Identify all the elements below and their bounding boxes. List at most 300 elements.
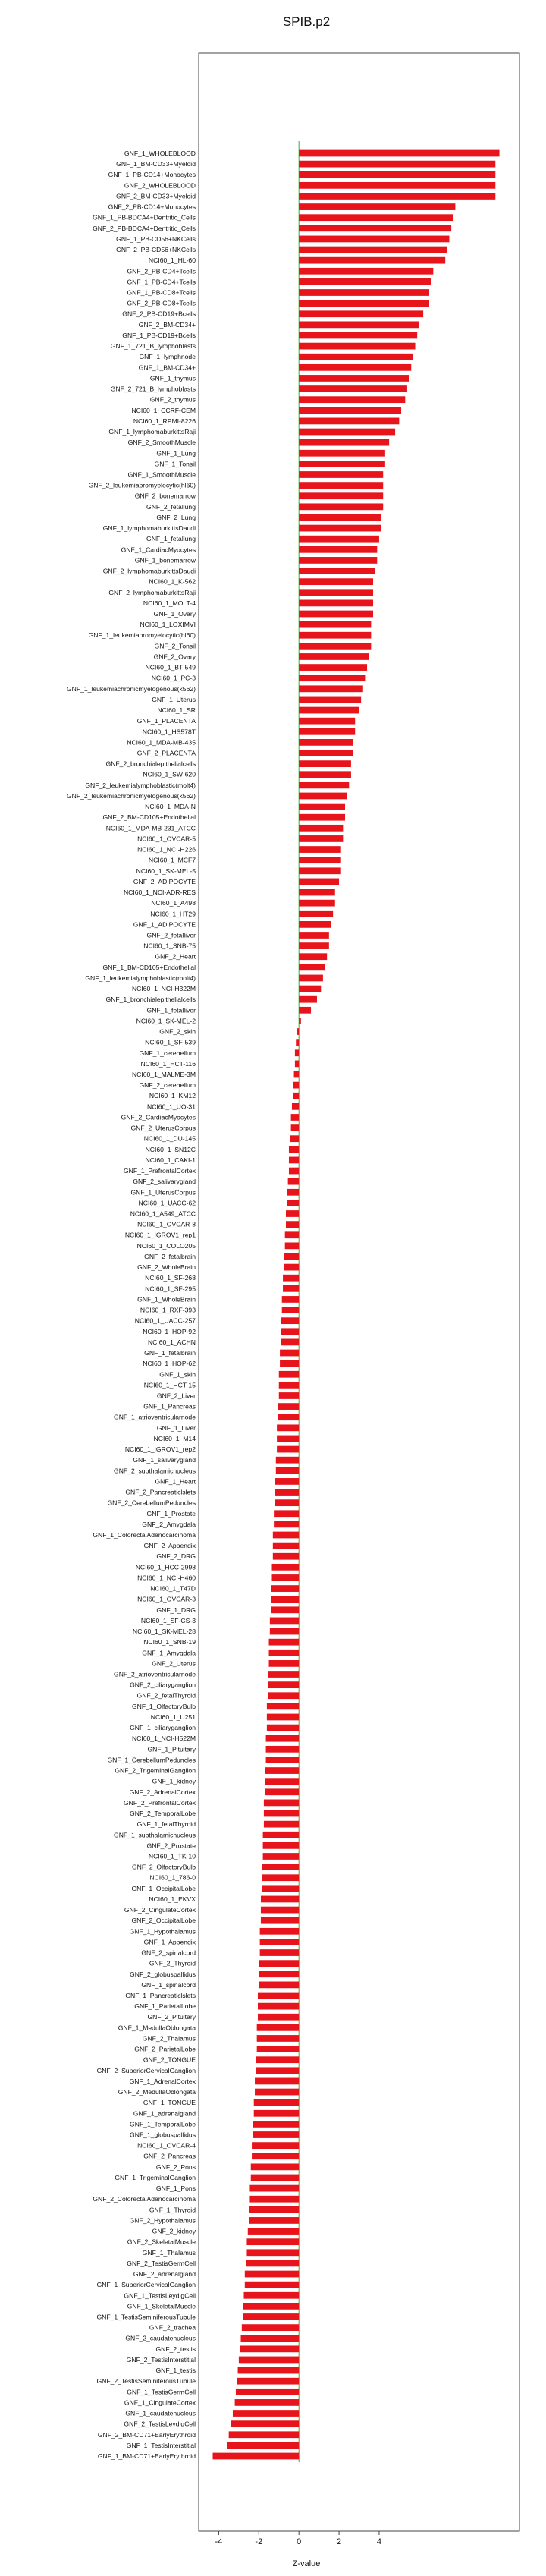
bar-89: [292, 1103, 299, 1110]
category-label-80: GNF_1_fetalliver: [146, 1006, 196, 1014]
bar-136: [271, 1606, 299, 1613]
bar-103: [284, 1253, 299, 1260]
category-label-205: GNF_2_testis: [155, 2345, 196, 2353]
bar-8: [299, 236, 449, 243]
bar-51: [299, 697, 361, 703]
bar-190: [249, 2185, 299, 2192]
chart-title: SPIB.p2: [282, 14, 331, 29]
bar-73: [299, 932, 329, 939]
category-label-117: GNF_1_Pancreas: [143, 1402, 196, 1411]
category-label-198: GNF_2_adrenalgland: [133, 2270, 196, 2279]
category-label-142: GNF_2_atrioventricularnode: [114, 1670, 196, 1678]
x-tick-label-2: 0: [297, 2537, 302, 2546]
category-label-146: NCI60_1_U251: [150, 1713, 196, 1721]
bar-22: [299, 385, 407, 392]
bar-132: [271, 1564, 299, 1571]
bar-209: [236, 2389, 299, 2395]
category-label-160: GNF_2_OlfactoryBulb: [131, 1863, 196, 1871]
bar-33: [299, 503, 383, 510]
category-label-168: GNF_2_spinalcord: [141, 1949, 196, 1957]
bar-23: [299, 396, 405, 403]
bar-212: [231, 2420, 299, 2427]
category-label-210: GNF_1_CingulateCortex: [124, 2398, 196, 2407]
category-label-79: GNF_1_bronchialepithelialcells: [105, 995, 196, 1004]
bar-184: [253, 2121, 299, 2128]
category-label-140: GNF_1_Amygdala: [142, 1649, 196, 1657]
category-label-125: GNF_2_Pancreaticlslets: [125, 1488, 196, 1496]
bar-27: [299, 439, 389, 446]
bar-113: [280, 1360, 299, 1367]
category-label-104: GNF_2_WholeBrain: [137, 1263, 196, 1272]
category-label-203: GNF_2_trachea: [149, 2323, 196, 2332]
category-label-11: GNF_2_PB-CD4+Tcells: [127, 267, 196, 275]
category-label-181: GNF_2_MedullaOblongata: [118, 2088, 196, 2096]
category-label-164: GNF_2_CingulateCortex: [124, 1906, 196, 1914]
category-label-187: GNF_2_Pancreas: [143, 2152, 196, 2160]
category-label-208: GNF_2_TestisSeminiferousTubule: [96, 2377, 196, 2386]
bar-142: [268, 1671, 299, 1678]
bar-76: [299, 964, 325, 970]
bar-180: [255, 2078, 299, 2085]
bar-115: [279, 1382, 299, 1389]
bar-3: [299, 182, 495, 189]
category-label-199: GNF_1_SuperiorCervicalGanglion: [96, 2281, 196, 2289]
bar-215: [213, 2453, 300, 2460]
bar-195: [246, 2238, 299, 2245]
bar-72: [299, 921, 331, 928]
bar-17: [299, 332, 417, 339]
category-label-34: GNF_2_Lung: [156, 513, 196, 521]
category-label-100: NCI60_1_OVCAR-8: [137, 1220, 196, 1228]
bar-92: [290, 1135, 299, 1142]
bar-1: [299, 161, 495, 168]
category-label-1: GNF_1_BM-CD33+Myeloid: [116, 160, 196, 168]
category-label-96: GNF_2_salivarygland: [133, 1178, 196, 1186]
bar-88: [293, 1093, 299, 1099]
bar-98: [287, 1200, 299, 1206]
bar-118: [278, 1414, 299, 1420]
bar-188: [251, 2163, 299, 2170]
bar-65: [299, 846, 341, 853]
bar-165: [261, 1917, 299, 1924]
bar-52: [299, 707, 359, 714]
category-label-58: NCI60_1_SW-620: [143, 770, 196, 778]
category-label-10: NCI60_1_HL-60: [148, 256, 196, 265]
category-label-121: NCI60_1_IGROV1_rep2: [124, 1445, 196, 1454]
category-label-64: NCI60_1_OVCAR-5: [137, 835, 196, 843]
bar-7: [299, 225, 451, 231]
bar-77: [299, 975, 323, 982]
bar-176: [257, 2035, 300, 2042]
bar-90: [291, 1114, 300, 1121]
category-label-94: NCI60_1_CAKI-1: [145, 1156, 196, 1164]
category-label-132: NCI60_1_HCC-2998: [135, 1563, 196, 1571]
bar-99: [286, 1210, 299, 1217]
bar-185: [253, 2131, 299, 2138]
category-label-30: GNF_1_SmoothMuscle: [127, 470, 196, 479]
bar-148: [266, 1735, 300, 1742]
category-label-215: GNF_1_BM-CD71+EarlyErythroid: [97, 2452, 196, 2460]
bar-211: [233, 2410, 299, 2417]
category-label-47: GNF_2_Ovary: [153, 653, 196, 661]
category-label-72: GNF_1_ADIPOCYTE: [133, 920, 196, 929]
bar-81: [299, 1018, 301, 1024]
bar-207: [238, 2367, 300, 2374]
bar-143: [268, 1681, 299, 1688]
category-label-86: NCI60_1_MALME-3M: [131, 1071, 196, 1078]
bar-145: [267, 1703, 299, 1709]
x-tick-label-3: 2: [337, 2537, 342, 2546]
category-label-28: GNF_1_Lung: [156, 449, 196, 458]
bar-28: [299, 450, 385, 457]
bar-192: [249, 2206, 299, 2213]
category-label-73: GNF_2_fetalliver: [146, 931, 196, 939]
category-label-37: GNF_1_CardiacMyocytes: [121, 546, 196, 554]
category-label-111: NCI60_1_ACHN: [147, 1338, 196, 1346]
bar-177: [257, 2046, 300, 2052]
category-label-84: GNF_1_cerebellum: [139, 1049, 196, 1057]
bar-149: [266, 1746, 300, 1753]
category-label-137: NCI60_1_SF-CS-3: [140, 1616, 196, 1625]
category-label-193: GNF_2_Hypothalamus: [129, 2216, 196, 2225]
bar-134: [271, 1585, 299, 1592]
category-label-189: GNF_1_TrigeminalGanglion: [115, 2173, 196, 2181]
bar-204: [241, 2335, 300, 2342]
bar-41: [299, 589, 373, 596]
category-label-188: GNF_2_Pons: [155, 2162, 196, 2171]
bar-122: [276, 1457, 299, 1464]
bar-178: [256, 2056, 299, 2063]
bar-31: [299, 482, 383, 489]
bar-202: [243, 2313, 299, 2320]
category-label-207: GNF_1_testis: [155, 2367, 196, 2375]
category-label-179: GNF_2_SuperiorCervicalGanglion: [96, 2066, 196, 2074]
category-label-212: GNF_2_TestisLeydigCell: [124, 2420, 196, 2428]
category-label-31: GNF_2_leukemiapromyelocytic(hl60): [88, 481, 196, 489]
category-label-4: GNF_2_BM-CD33+Myeloid: [116, 192, 196, 200]
category-label-9: GNF_2_PB-CD56+NKCells: [116, 246, 196, 254]
bar-138: [270, 1628, 299, 1635]
category-label-206: GNF_2_TestisInterstitial: [126, 2355, 196, 2364]
category-label-134: NCI60_1_T47D: [150, 1584, 196, 1593]
bar-93: [289, 1146, 299, 1153]
category-label-16: GNF_2_BM-CD34+: [138, 320, 196, 329]
category-label-153: GNF_2_AdrenalCortex: [129, 1788, 196, 1796]
category-label-151: GNF_2_TrigeminalGanglion: [115, 1766, 196, 1775]
category-label-21: GNF_1_thymus: [149, 374, 196, 382]
bar-15: [299, 310, 423, 317]
category-label-48: NCI60_1_BT-549: [145, 663, 196, 672]
category-label-150: GNF_1_CerebellumPeduncles: [107, 1756, 196, 1764]
category-label-62: GNF_2_BM-CD105+Endothelial: [102, 813, 196, 822]
bar-40: [299, 578, 373, 585]
category-label-101: NCI60_1_IGROV1_rep1: [124, 1231, 196, 1239]
category-label-138: NCI60_1_SK-MEL-28: [132, 1628, 196, 1636]
bar-35: [299, 525, 381, 532]
category-label-19: GNF_1_lymphnode: [139, 353, 196, 361]
bar-42: [299, 600, 373, 607]
x-tick-label-4: 4: [376, 2537, 381, 2546]
bar-55: [299, 739, 353, 746]
bar-191: [249, 2196, 299, 2203]
bar-12: [299, 278, 431, 285]
category-label-118: GNF_1_atrioventricularnode: [114, 1413, 196, 1421]
category-label-41: GNF_2_lymphomaburkittsRaji: [108, 588, 196, 596]
bar-21: [299, 375, 409, 382]
category-label-35: GNF_1_lymphomaburkittsDaudi: [102, 524, 196, 533]
x-tick-label-1: -2: [255, 2537, 263, 2546]
bar-124: [275, 1478, 299, 1485]
category-label-163: NCI60_1_EKVX: [149, 1895, 196, 1903]
bar-147: [267, 1725, 299, 1731]
category-label-105: NCI60_1_SF-268: [145, 1274, 196, 1282]
bar-121: [277, 1446, 299, 1453]
bar-11: [299, 268, 433, 275]
category-label-98: NCI60_1_UACC-62: [138, 1199, 196, 1207]
category-label-39: GNF_2_lymphomaburkittsDaudi: [102, 567, 196, 575]
category-label-120: NCI60_1_M14: [153, 1434, 196, 1442]
bar-174: [258, 2014, 299, 2021]
bar-96: [288, 1178, 300, 1185]
category-label-71: NCI60_1_HT29: [150, 910, 196, 918]
bar-26: [299, 429, 395, 436]
category-label-2: GNF_1_PB-CD14+Monocytes: [108, 171, 196, 179]
bar-116: [279, 1392, 299, 1399]
bar-137: [270, 1618, 299, 1625]
category-label-155: GNF_2_TemporalLobe: [130, 1810, 196, 1818]
bar-200: [243, 2292, 299, 2299]
bar-213: [229, 2431, 300, 2438]
bar-43: [299, 611, 373, 618]
bar-214: [227, 2442, 299, 2449]
category-label-89: NCI60_1_UO-31: [146, 1102, 196, 1111]
bar-163: [261, 1896, 299, 1903]
bar-120: [277, 1436, 299, 1442]
category-label-43: GNF_1_Ovary: [153, 610, 196, 618]
bar-34: [299, 514, 381, 521]
category-label-87: GNF_2_cerebellum: [139, 1081, 196, 1090]
bar-156: [264, 1821, 299, 1828]
category-label-127: GNF_1_Prostate: [146, 1509, 196, 1518]
category-label-152: GNF_1_kidney: [152, 1777, 196, 1785]
category-label-66: NCI60_1_MCF7: [148, 856, 196, 864]
bar-201: [243, 2303, 299, 2310]
bar-171: [259, 1982, 299, 1989]
bar-131: [273, 1553, 299, 1560]
bar-166: [260, 1928, 300, 1935]
bar-100: [286, 1221, 299, 1228]
category-label-45: GNF_1_leukemiapromyelocytic(hl60): [88, 631, 196, 640]
bar-169: [259, 1960, 299, 1967]
category-label-3: GNF_2_WHOLEBLOOD: [124, 181, 196, 190]
category-label-185: GNF_1_globuspallidus: [130, 2131, 196, 2139]
category-label-68: GNF_2_ADIPOCYTE: [133, 877, 196, 885]
bar-75: [299, 953, 327, 960]
bar-46: [299, 643, 371, 650]
category-label-74: NCI60_1_SNB-75: [143, 942, 196, 950]
category-label-190: GNF_1_Pons: [155, 2184, 196, 2193]
bar-167: [260, 1939, 300, 1945]
bar-74: [299, 942, 329, 949]
category-label-106: NCI60_1_SF-295: [145, 1285, 196, 1293]
bar-197: [246, 2260, 299, 2267]
category-label-131: GNF_2_DRG: [156, 1552, 196, 1561]
category-label-180: GNF_1_AdrenalCortex: [129, 2077, 196, 2085]
bar-159: [263, 1853, 300, 1860]
bar-168: [260, 1949, 300, 1956]
bar-199: [245, 2282, 299, 2288]
category-label-147: GNF_1_ciliaryganglion: [130, 1724, 196, 1732]
bar-71: [299, 911, 333, 917]
bar-107: [282, 1296, 299, 1303]
bar-91: [291, 1124, 300, 1131]
category-label-182: GNF_1_TONGUE: [143, 2099, 196, 2107]
bar-37: [299, 546, 377, 553]
category-label-175: GNF_1_MedullaOblongata: [118, 2024, 196, 2032]
category-label-76: GNF_1_BM-CD105+Endothelial: [102, 963, 196, 971]
bar-10: [299, 257, 445, 264]
category-label-99: NCI60_1_A549_ATCC: [130, 1209, 196, 1218]
x-axis-title: Z-value: [292, 2559, 321, 2568]
category-label-60: GNF_2_leukemiachronicmyelogenous(k562): [66, 791, 196, 800]
bar-16: [299, 321, 419, 328]
category-label-49: NCI60_1_PC-3: [151, 674, 196, 682]
x-tick-label-0: -4: [215, 2537, 223, 2546]
category-label-201: GNF_1_SkeletalMuscle: [127, 2302, 196, 2310]
bar-2: [299, 171, 495, 178]
bar-14: [299, 300, 429, 307]
bar-111: [281, 1339, 299, 1346]
bar-49: [299, 675, 365, 681]
bar-158: [263, 1842, 300, 1849]
bar-129: [273, 1532, 299, 1539]
category-label-44: NCI60_1_LOXIMVI: [140, 621, 196, 629]
bar-63: [299, 825, 343, 832]
plot-frame: [199, 53, 519, 2531]
bar-146: [267, 1714, 299, 1721]
category-label-70: NCI60_1_A498: [151, 899, 196, 907]
category-label-14: GNF_2_PB-CD8+Tcells: [127, 299, 196, 307]
bar-62: [299, 814, 345, 821]
category-label-90: GNF_2_CardiacMyocytes: [121, 1113, 196, 1121]
bar-59: [299, 782, 349, 788]
category-label-136: GNF_1_DRG: [156, 1606, 196, 1614]
bar-29: [299, 461, 385, 467]
category-label-172: GNF_1_Pancreaticlslets: [125, 1992, 196, 1999]
bar-205: [240, 2345, 299, 2352]
category-label-25: NCI60_1_RPMI-8226: [133, 417, 196, 425]
bar-39: [299, 568, 375, 574]
category-label-108: NCI60_1_RXF-393: [140, 1306, 196, 1314]
bar-141: [269, 1660, 300, 1667]
category-label-33: GNF_2_fetallung: [146, 502, 196, 511]
bar-172: [258, 1993, 299, 1999]
category-label-167: GNF_1_Appendix: [143, 1938, 196, 1946]
category-label-171: GNF_1_spinalcord: [141, 1980, 196, 1989]
category-label-165: GNF_2_OccipitalLobe: [131, 1917, 196, 1925]
bar-45: [299, 632, 371, 639]
category-label-156: GNF_1_fetalThyroid: [136, 1820, 196, 1829]
bar-83: [296, 1039, 299, 1046]
category-label-122: GNF_1_salivarygland: [133, 1456, 196, 1464]
bar-85: [295, 1061, 299, 1068]
category-label-92: NCI60_1_DU-145: [143, 1134, 196, 1143]
category-label-42: NCI60_1_MOLT-4: [143, 599, 196, 607]
category-label-112: GNF_1_fetalbrain: [144, 1349, 196, 1357]
bar-5: [299, 203, 455, 210]
bar-175: [257, 2024, 300, 2031]
bar-82: [297, 1028, 300, 1035]
bar-38: [299, 557, 377, 564]
category-label-110: NCI60_1_HOP-92: [143, 1327, 196, 1335]
category-label-177: GNF_2_ParietalLobe: [134, 2045, 196, 2053]
category-label-154: GNF_2_PrefrontalCortex: [123, 1798, 196, 1807]
category-label-81: NCI60_1_SK-MEL-2: [136, 1017, 196, 1025]
bar-157: [263, 1832, 300, 1838]
category-label-15: GNF_2_PB-CD19+Bcells: [122, 310, 196, 318]
bar-56: [299, 750, 353, 756]
bar-206: [239, 2357, 299, 2364]
category-label-113: NCI60_1_HOP-62: [143, 1360, 196, 1368]
bar-105: [283, 1275, 299, 1282]
bar-208: [237, 2378, 299, 2385]
bar-139: [269, 1639, 300, 1646]
category-label-56: GNF_2_PLACENTA: [136, 749, 196, 757]
category-label-141: GNF_2_Uterus: [152, 1659, 196, 1668]
category-label-54: NCI60_1_HS578T: [142, 728, 196, 736]
bar-48: [299, 664, 367, 671]
category-label-191: GNF_2_ColorectalAdenocarcinoma: [93, 2195, 196, 2203]
bar-108: [282, 1307, 299, 1313]
bar-78: [299, 986, 321, 992]
bar-198: [245, 2271, 299, 2278]
category-label-36: GNF_1_fetallung: [146, 535, 196, 543]
category-label-129: GNF_1_ColorectalAdenocarcinoma: [93, 1531, 196, 1539]
bar-181: [255, 2089, 299, 2096]
bar-161: [262, 1874, 299, 1881]
category-label-52: NCI60_1_SR: [157, 706, 196, 715]
category-label-7: GNF_2_PB-BDCA4+Dentritic_Cells: [93, 224, 196, 232]
bar-69: [299, 889, 335, 896]
bar-18: [299, 343, 415, 350]
bar-109: [281, 1317, 299, 1324]
bar-160: [262, 1864, 299, 1870]
bar-50: [299, 685, 363, 692]
bar-152: [265, 1778, 299, 1785]
category-label-170: GNF_2_globuspallidus: [130, 1970, 196, 1978]
bar-101: [285, 1231, 300, 1238]
category-label-204: GNF_2_caudatenucleus: [125, 2334, 196, 2342]
category-label-55: NCI60_1_MDA-MB-435: [127, 738, 196, 747]
bar-104: [284, 1264, 299, 1271]
bar-24: [299, 407, 401, 414]
bar-57: [299, 760, 351, 767]
category-label-195: GNF_2_SkeletalMuscle: [127, 2238, 196, 2246]
category-label-67: NCI60_1_SK-MEL-5: [136, 867, 196, 875]
category-label-63: NCI60_1_MDA-MB-231_ATCC: [105, 824, 196, 832]
bar-20: [299, 364, 411, 371]
category-label-162: GNF_1_OccipitalLobe: [131, 1884, 196, 1892]
bar-19: [299, 354, 413, 360]
category-label-174: GNF_2_Pituitary: [147, 2013, 196, 2021]
category-label-103: GNF_2_fetalbrain: [144, 1252, 196, 1260]
bar-60: [299, 793, 347, 800]
category-label-40: NCI60_1_K-562: [149, 577, 196, 586]
bar-130: [273, 1543, 299, 1549]
category-label-169: GNF_2_Thyroid: [149, 1959, 196, 1967]
bar-193: [249, 2217, 299, 2224]
bar-79: [299, 996, 317, 1003]
